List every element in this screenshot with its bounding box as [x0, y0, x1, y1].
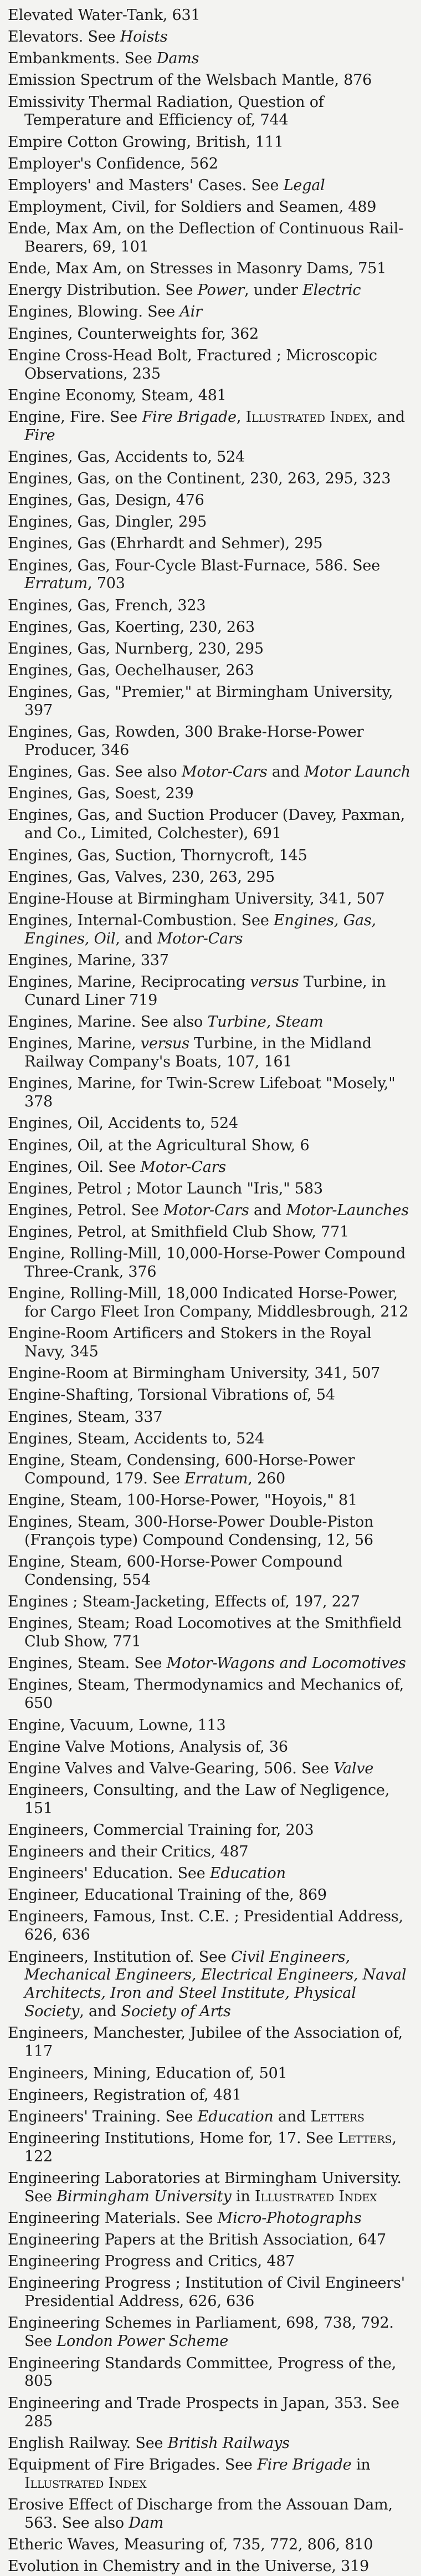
entry-text-tail: , 703	[88, 575, 125, 593]
entry-reference: Civil Engineers, Mechanical Engineers, Electrical Engineers, Naval Architects, Iron and Steel Institute, Physical Society	[24, 1948, 407, 2021]
index-entry	[8, 847, 415, 865]
entry-text: Engines, Gas, Rowden, 300 Brake-Horse-Power Producer, 346	[8, 723, 364, 759]
entry-text: Engines, Steam, Accidents to, 524	[8, 1430, 265, 1447]
index-entry	[8, 198, 415, 217]
entry-reference: Erratum	[24, 575, 88, 593]
entry-reference: Micro-Photographs	[217, 2210, 362, 2227]
index-entry	[8, 7, 415, 25]
entry-text: Engine, Steam, 600-Horse-Power Compound Condensing, 554	[8, 1553, 343, 1589]
entry-text: Engineers and their Critics, 487	[8, 1843, 249, 1861]
entry-text: Engineering Papers at the British Association, 647	[8, 2231, 386, 2249]
index-entry	[8, 1180, 415, 1198]
entry-text: Engineers' Training. See	[8, 2108, 198, 2125]
entry-text: Elevated Water-Tank, 631	[8, 7, 201, 24]
index-entry	[8, 640, 415, 659]
entry-text: Engineering Materials. See	[8, 2210, 218, 2227]
entry-reference: Dam	[129, 2514, 164, 2532]
index-entry	[8, 1738, 415, 1757]
entry-text: Engines, Marine,	[8, 1035, 141, 1053]
index-entry	[8, 134, 415, 152]
entry-text: Engine, Rolling-Mill, 18,000 Indicated Horse-Power, for Cargo Fleet Iron Company, Middlesbrough, 212	[8, 1285, 409, 1321]
entry-text: Engines, Gas, Valves, 230, 263, 295	[8, 868, 275, 886]
entry-reference: versus	[250, 973, 299, 991]
entry-text: Elevators. See	[8, 28, 120, 46]
entry-text: Empire Cotton Growing, British, 111	[8, 133, 284, 151]
entry-text: Engines, Oil. See	[8, 1158, 141, 1176]
entry-smallcaps: Illustrated Index	[254, 2187, 377, 2205]
index-entry	[8, 1137, 415, 1155]
index-entry	[8, 2456, 415, 2493]
index-entry	[8, 912, 415, 948]
entry-text-tail: and	[273, 2108, 311, 2125]
entry-text: Engineers, Consulting, and the Law of Negligence, 151	[8, 1781, 390, 1817]
entry-smallcaps: Illustrated Index	[24, 2474, 147, 2492]
index-entry	[8, 869, 415, 887]
entry-text-tail: , and	[115, 930, 157, 947]
index-entry	[8, 2314, 415, 2351]
entry-reference: British Railways	[167, 2434, 290, 2452]
index-column	[8, 7, 415, 2576]
entry-reference: Motor-Launches	[286, 1201, 409, 1219]
entry-text: Engines, Steam; Road Locomotives at the Smithfield Club Show, 771	[8, 1615, 402, 1651]
index-entry	[8, 1948, 415, 2022]
entry-text: Engine-House at Birmingham University, 341, 507	[8, 890, 385, 907]
entry-text: Engines, Gas, Design, 476	[8, 492, 204, 509]
entry-reference: Fire	[24, 426, 55, 444]
entry-text-tail: in	[231, 2187, 255, 2205]
index-entry	[8, 1760, 415, 1778]
entry-text: Engines, Blowing. See	[8, 303, 180, 321]
index-entry	[8, 597, 415, 615]
entry-text: Engine, Rolling-Mill, 10,000-Horse-Power Compound Three-Crank, 376	[8, 1245, 406, 1281]
index-entry	[8, 1223, 415, 1242]
index-entry	[8, 973, 415, 1010]
index-entry	[8, 2108, 415, 2126]
entry-text: Engines, Gas, French, 323	[8, 596, 206, 614]
index-entry	[8, 50, 415, 68]
entry-text: Engines, Marine, for Twin-Screw Lifeboat "Mosely," 378	[8, 1075, 396, 1111]
entry-text: Engine, Steam, 100-Horse-Power, "Hoyois," 81	[8, 1491, 357, 1509]
entry-reference: Education	[209, 1865, 286, 1883]
entry-reference: Society of Arts	[121, 2003, 231, 2021]
index-entry	[8, 2210, 415, 2228]
index-entry	[8, 1843, 415, 1861]
entry-reference: Birmingham University	[57, 2187, 232, 2205]
index-entry	[8, 2395, 415, 2431]
entry-text: Engineers, Mining, Education of, 501	[8, 2064, 287, 2082]
index-entry	[8, 557, 415, 594]
index-entry	[8, 260, 415, 278]
entry-text: Engines, Steam, 300-Horse-Power Double-Piston (François type) Compound Condensing, 12, 56	[8, 1513, 374, 1549]
index-entry	[8, 1325, 415, 1361]
entry-text: Engine, Steam, Condensing, 600-Horse-Power Compound, 179. See	[8, 1451, 355, 1487]
entry-text: Engine-Shafting, Torsional Vibrations of, 54	[8, 1386, 335, 1404]
index-entry	[8, 409, 415, 445]
index-entry	[8, 1676, 415, 1713]
index-entry	[8, 1908, 415, 1945]
entry-text: Engines, Gas, Soest, 239	[8, 785, 194, 803]
entry-text-tail: and	[267, 763, 305, 781]
entry-text: Erosive Effect of Discharge from the Assouan Dam, 563. See also	[8, 2496, 393, 2532]
index-entry	[8, 2065, 415, 2083]
index-entry	[8, 282, 415, 300]
entry-text: Engine-Room Artificers and Stokers in the Royal Navy, 345	[8, 1325, 372, 1361]
index-entry	[8, 683, 415, 720]
index-entry	[8, 890, 415, 909]
entry-text: Engines, Gas, "Premier," at Birmingham University, 397	[8, 683, 393, 719]
index-entry	[8, 2170, 415, 2206]
entry-text: Engineering Progress and Critics, 487	[8, 2253, 295, 2271]
index-entry	[8, 2231, 415, 2249]
entry-text: Energy Distribution. See	[8, 282, 198, 299]
entry-text: Engine, Fire. See	[8, 408, 142, 426]
index-entry	[8, 155, 415, 174]
index-entry	[8, 535, 415, 553]
index-entry	[8, 1365, 415, 1383]
index-entry	[8, 1430, 415, 1448]
index-entry	[8, 763, 415, 782]
entry-smallcaps: Illustrated Index	[245, 408, 368, 426]
index-entry	[8, 1615, 415, 1651]
index-entry	[8, 2496, 415, 2533]
entry-text-tail: , 122	[24, 2129, 397, 2165]
entry-reference: Legal	[283, 176, 325, 194]
entry-reference: Education	[197, 2108, 274, 2125]
entry-text-tail: ,	[236, 408, 246, 426]
entry-text: Engines, Counterweights for, 362	[8, 325, 259, 343]
index-entry	[8, 723, 415, 760]
entry-text: Engines, Internal-Combustion. See	[8, 911, 274, 929]
index-entry	[8, 1013, 415, 1032]
entry-text: Ende, Max Am, on the Deflection of Continuous Rail-Bearers, 69, 101	[8, 220, 404, 256]
entry-smallcaps: Letters	[338, 2129, 392, 2147]
index-entry	[8, 1075, 415, 1111]
index-entry	[8, 2558, 415, 2576]
index-entry	[8, 952, 415, 970]
entry-reference: Motor-Cars	[140, 1158, 226, 1176]
index-entry	[8, 1553, 415, 1590]
index-entry	[8, 1886, 415, 1905]
index-entry	[8, 1452, 415, 1488]
entry-text: Engine Valve Motions, Analysis of, 36	[8, 1738, 288, 1756]
entry-text: Engineers, Registration of, 481	[8, 2086, 242, 2104]
entry-text: Engine Economy, Steam, 481	[8, 386, 227, 404]
index-entry	[8, 1492, 415, 1510]
index-entry	[8, 72, 415, 90]
entry-text: Engines, Oil, at the Agricultural Show, 6	[8, 1136, 310, 1154]
index-entry	[8, 785, 415, 803]
entry-reference: Motor-Cars	[157, 930, 243, 947]
entry-text: Engine Valves and Valve-Gearing, 506. See	[8, 1759, 334, 1777]
index-entry	[8, 2355, 415, 2391]
index-entry	[8, 1159, 415, 1177]
index-entry	[8, 448, 415, 467]
index-entry	[8, 325, 415, 344]
entry-text: Engines, Gas, and Suction Producer (Davey, Paxman, and Co., Limited, Colchester), 691	[8, 807, 405, 843]
index-entry	[8, 2536, 415, 2554]
index-entry	[8, 177, 415, 195]
index-entry	[8, 94, 415, 130]
index-entry	[8, 1822, 415, 1840]
entry-text: Emissivity Thermal Radiation, Question of Temperature and Efficiency of, 744	[8, 93, 324, 129]
index-entry	[8, 220, 415, 257]
entry-text: Engines, Oil, Accidents to, 524	[8, 1115, 238, 1133]
index-entry	[8, 2274, 415, 2311]
index-entry	[8, 28, 415, 47]
entry-text: Engine-Room at Birmingham University, 341, 507	[8, 1365, 381, 1383]
index-entry	[8, 1386, 415, 1405]
index-entry	[8, 347, 415, 384]
entry-text: Engineering and Trade Prospects in Japan, 353. See 285	[8, 2394, 399, 2430]
entry-text: Engines, Petrol, at Smithfield Club Show, 771	[8, 1223, 350, 1241]
entry-smallcaps: Letters	[310, 2108, 364, 2125]
entry-text: Engines, Steam, 337	[8, 1408, 163, 1426]
entry-reference: Erratum	[184, 1470, 248, 1487]
entry-text: Engineers, Commercial Training for, 203	[8, 1821, 314, 1839]
index-entry	[8, 387, 415, 405]
index-entry	[8, 1717, 415, 1735]
entry-text-tail: Turbine, in the Midland Railway Company's Boats, 107, 161	[24, 1035, 372, 1071]
index-entry	[8, 807, 415, 843]
index-entry	[8, 1035, 415, 1072]
entry-text: Engines, Marine. See also	[8, 1013, 208, 1031]
entry-text-tail: , and	[79, 2003, 121, 2021]
entry-text: English Railway. See	[8, 2434, 168, 2452]
entry-text: Employment, Civil, for Soldiers and Seamen, 489	[8, 198, 377, 216]
entry-text: Engineers, Institution of. See	[8, 1948, 231, 1966]
index-entry	[8, 1409, 415, 1427]
entry-text: Engineers' Education. See	[8, 1865, 210, 1883]
entry-reference: Motor-Wagons and Locomotives	[166, 1655, 406, 1672]
entry-text: Engines, Gas (Ehrhardt and Sehmer), 295	[8, 535, 323, 553]
entry-text: Engineering Laboratories at Birmingham University. See	[8, 2169, 402, 2205]
entry-text: Engines, Gas, Accidents to, 524	[8, 448, 245, 466]
entry-text: Equipment of Fire Brigades. See	[8, 2456, 258, 2473]
entry-reference: London Power Scheme	[57, 2333, 229, 2350]
index-entry	[8, 1513, 415, 1550]
entry-reference: Air	[179, 303, 202, 321]
entry-text: Engines, Gas, Koerting, 230, 263	[8, 618, 255, 636]
entry-text-tail: , under	[244, 282, 303, 299]
index-entry	[8, 2253, 415, 2271]
index-entry	[8, 1865, 415, 1883]
entry-reference: Motor-Cars	[163, 1201, 249, 1219]
index-entry	[8, 1655, 415, 1673]
index-entry	[8, 619, 415, 637]
entry-reference: Fire Brigade	[257, 2456, 352, 2473]
entry-text: Engineers, Famous, Inst. C.E. ; Presidential Address, 626, 636	[8, 1908, 403, 1944]
entry-text: Engines ; Steam-Jacketing, Effects of, 197, 227	[8, 1593, 360, 1611]
entry-text: Etheric Waves, Measuring of, 735, 772, 806, 810	[8, 2536, 373, 2553]
entry-reference: Hoists	[120, 28, 168, 46]
entry-reference: Fire Brigade	[142, 408, 237, 426]
entry-text-tail: and	[249, 1201, 286, 1219]
index-entry	[8, 470, 415, 488]
entry-text: Ende, Max Am, on Stresses in Masonry Dams, 751	[8, 260, 387, 278]
entry-text: Engines, Gas, on the Continent, 230, 263, 295, 323	[8, 470, 391, 487]
entry-text: Engineering Schemes in Parliament, 698, 738, 792. See	[8, 2314, 394, 2350]
index-entry	[8, 662, 415, 680]
entry-reference: Valve	[333, 1759, 374, 1777]
entry-reference: versus	[140, 1035, 189, 1053]
entry-text: Emission Spectrum of the Welsbach Mantle, 876	[8, 72, 372, 89]
index-entry	[8, 2130, 415, 2166]
entry-text: Engine, Vacuum, Lowne, 113	[8, 1716, 226, 1734]
entry-text: Engineer, Educational Training of the, 869	[8, 1886, 327, 1904]
entry-text: Engines, Petrol ; Motor Launch "Iris," 583	[8, 1180, 323, 1197]
entry-reference: Turbine, Steam	[207, 1013, 324, 1031]
entry-reference: Engines, Gas, Engines, Oil	[24, 911, 376, 947]
entry-text: Engineering Institutions, Home for, 17. See	[8, 2129, 338, 2147]
entry-reference: Electric	[302, 282, 361, 299]
entry-text: Engine Cross-Head Bolt, Fractured ; Microscopic Observations, 235	[8, 346, 377, 382]
entry-text-tail: , and	[368, 408, 405, 426]
entry-reference: Dams	[156, 50, 199, 68]
entry-text: Engines, Gas, Suction, Thornycroft, 145	[8, 846, 307, 864]
entry-text: Engines, Gas, Oechelhauser, 263	[8, 661, 254, 679]
index-entry	[8, 1593, 415, 1611]
entry-text: Engineering Progress ; Institution of Civil Engineers' Presidential Address, 626, 636	[8, 2274, 405, 2310]
entry-text: Engines, Gas, Dingler, 295	[8, 513, 207, 531]
index-entry	[8, 2024, 415, 2061]
entry-text: Engineering Standards Committee, Progress of the, 805	[8, 2354, 397, 2390]
index-entry	[8, 1202, 415, 1220]
entry-text: Engines, Steam, Thermodynamics and Mechanics of, 650	[8, 1676, 404, 1712]
index-entry	[8, 1285, 415, 1322]
entry-text: Engines, Marine, 337	[8, 951, 169, 969]
entry-text: Embankments. See	[8, 50, 157, 68]
entry-text: Evolution in Chemistry and in the Universe, 319	[8, 2558, 369, 2575]
index-entry	[8, 1782, 415, 1818]
entry-text: Engines, Steam. See	[8, 1655, 167, 1672]
entry-text: Engineers, Manchester, Jubilee of the Association of, 117	[8, 2024, 403, 2060]
entry-text: Employers' and Masters' Cases. See	[8, 176, 284, 194]
index-entry	[8, 1245, 415, 1282]
index-entry	[8, 513, 415, 532]
index-entry	[8, 303, 415, 322]
index-entry	[8, 2435, 415, 2453]
index-entry	[8, 1115, 415, 1133]
entry-reference: Power	[197, 282, 244, 299]
entry-text: Engines, Gas, Four-Cycle Blast-Furnace, 586. See	[8, 557, 380, 574]
entry-text: Engines, Gas, Nurnberg, 230, 295	[8, 640, 264, 657]
entry-text-tail: in	[351, 2456, 371, 2473]
entry-reference: Motor-Cars	[181, 763, 268, 781]
entry-text: Engines, Marine, Reciprocating	[8, 973, 250, 991]
entry-reference: Motor Launch	[304, 763, 410, 781]
entry-text-tail: Turbine, in Cunard Liner 719	[24, 973, 386, 1009]
index-entry	[8, 492, 415, 510]
entry-text-tail: , 260	[248, 1470, 285, 1487]
index-entry	[8, 2087, 415, 2105]
entry-text: Employer's Confidence, 562	[8, 155, 218, 172]
entry-text: Engines, Gas. See also	[8, 763, 182, 781]
entry-text: Engines, Petrol. See	[8, 1201, 163, 1219]
